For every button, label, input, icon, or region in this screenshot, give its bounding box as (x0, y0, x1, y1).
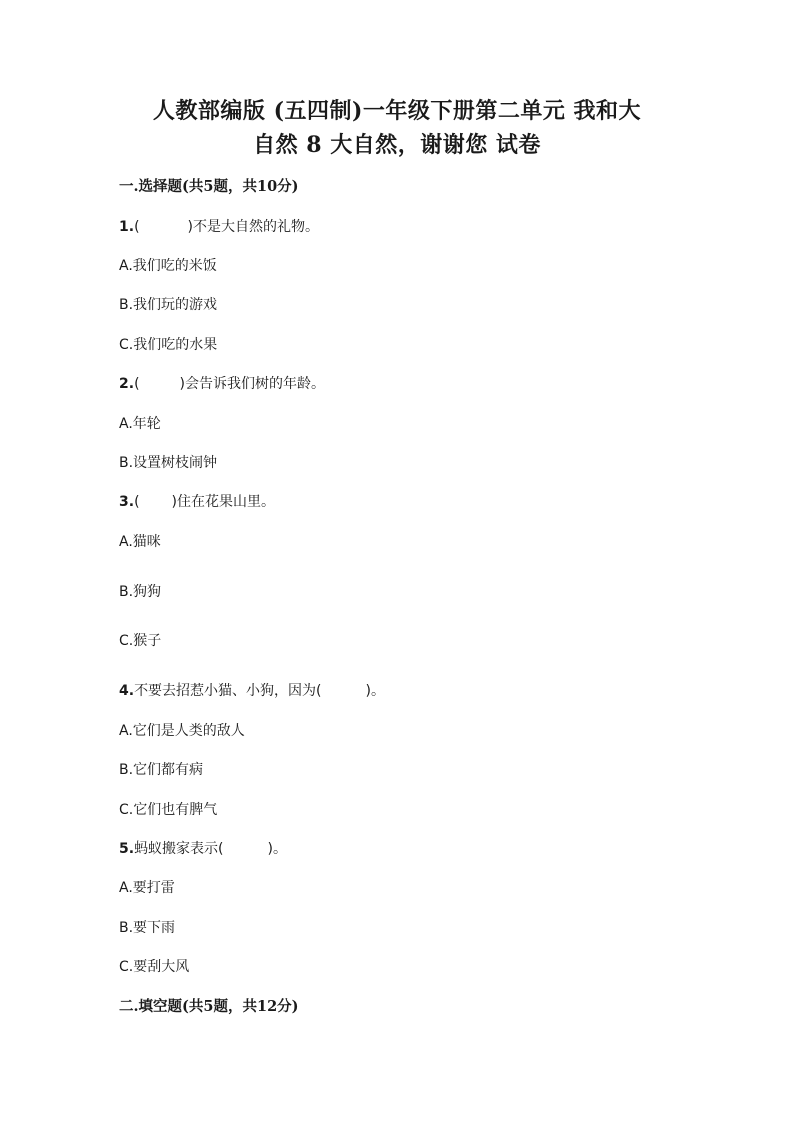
question-1 (119, 217, 319, 237)
question-4-option-a: A.它们是人类的敌人 (119, 723, 245, 739)
question-4-option-c: C.它们也有脾气 (119, 802, 218, 818)
question-number: 5. (119, 841, 135, 857)
question-1-option-b: B.我们玩的游戏 (119, 297, 218, 313)
question-5 (119, 839, 287, 859)
question-number: 1. (119, 219, 135, 235)
question-stem-open: ( (134, 219, 140, 235)
question-5-option-c: C.要刮大风 (119, 959, 190, 975)
question-stem-open: ( (134, 376, 140, 392)
question-3 (119, 492, 275, 512)
question-2 (119, 374, 325, 394)
question-2-option-a: A.年轮 (119, 416, 161, 432)
question-3-option-c: C.猴子 (119, 633, 162, 649)
question-stem-open: 不要去招惹小猫、小狗，因为( (134, 683, 322, 699)
question-5-option-b: B.要下雨 (119, 920, 176, 936)
question-stem-close: )。 (365, 683, 385, 699)
question-number: 4. (119, 683, 135, 699)
question-stem-close: )住在花果山里。 (171, 494, 275, 510)
question-stem-close: )会告诉我们树的年龄。 (179, 376, 325, 392)
document-title-line-1: 人教部编版 (五四制)一年级下册第二单元 我和大 (152, 98, 642, 124)
question-number: 3. (119, 494, 135, 510)
question-3-option-a: A.猫咪 (119, 534, 161, 550)
question-number: 2. (119, 376, 135, 392)
document-title-line-2: 自然 8 大自然，谢谢您 试卷 (253, 132, 541, 158)
section-heading-fill-in-blank: 二.填空题(共5题，共12分) (119, 998, 299, 1015)
question-1-option-a: A.我们吃的米饭 (119, 258, 217, 274)
question-4-option-b: B.它们都有病 (119, 762, 204, 778)
question-4 (119, 681, 385, 701)
question-5-option-a: A.要打雷 (119, 880, 175, 896)
question-stem-open: ( (134, 494, 140, 510)
question-2-option-b: B.设置树枝闹钟 (119, 455, 218, 471)
question-1-option-c: C.我们吃的水果 (119, 337, 218, 353)
question-stem-open: 蚂蚁搬家表示( (134, 841, 224, 857)
question-3-option-b: B.狗狗 (119, 584, 162, 600)
section-heading-multiple-choice: 一.选择题(共5题，共10分) (119, 178, 299, 195)
question-stem-close: )不是大自然的礼物。 (187, 219, 319, 235)
question-stem-close: )。 (267, 841, 287, 857)
